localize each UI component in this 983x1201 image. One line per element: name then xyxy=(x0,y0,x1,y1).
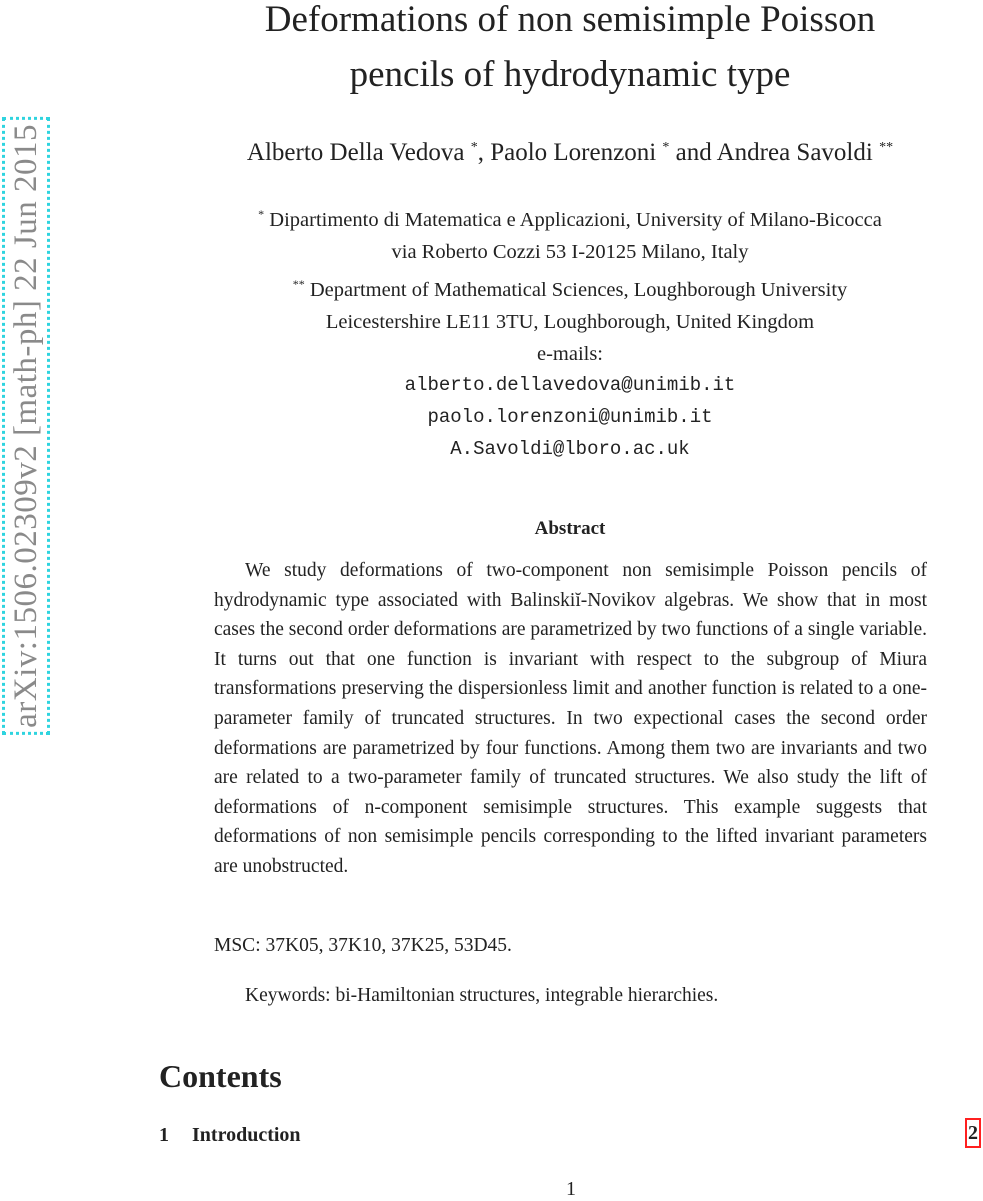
affiliation-line xyxy=(160,198,980,236)
affiliation-institution: Dipartimento di Matematica e Applicazioni, University of Milano-Bicocca xyxy=(269,209,882,231)
affiliations xyxy=(160,198,980,370)
toc-entry[interactable] xyxy=(159,1120,983,1150)
email-address: alberto.dellavedova@unimib.it xyxy=(404,374,736,396)
page-number: 1 xyxy=(566,1178,576,1200)
affiliation-address: Leicestershire LE11 3TU, Loughborough, United Kingdom xyxy=(325,311,815,333)
toc-entry-title[interactable]: Introduction xyxy=(192,1124,301,1146)
keywords: Keywords: bi-Hamiltonian structures, integrable hierarchies. xyxy=(245,985,719,1006)
author-mark: * xyxy=(470,140,478,155)
affiliation-mark: ** xyxy=(292,277,305,291)
author-name: Paolo Lorenzoni xyxy=(490,139,657,166)
toc-page-link[interactable]: 2 xyxy=(965,1118,981,1148)
author-mark: ** xyxy=(879,140,894,155)
email-address: A.Savoldi@lboro.ac.uk xyxy=(450,438,690,460)
title-line-2: pencils of hydrodynamic type xyxy=(349,54,791,95)
arxiv-stamp xyxy=(0,75,52,777)
author-list xyxy=(160,130,980,171)
author-separator: , xyxy=(477,139,491,166)
contents-heading: Contents xyxy=(159,1058,282,1094)
paper-title xyxy=(160,0,980,102)
affiliation-institution: Department of Mathematical Sciences, Loughborough University xyxy=(309,279,848,301)
author-name: Alberto Della Vedova xyxy=(246,139,465,166)
email-list xyxy=(160,369,980,465)
author-mark: * xyxy=(662,140,670,155)
email-address: paolo.lorenzoni@unimib.it xyxy=(427,406,713,428)
abstract-heading: Abstract xyxy=(534,518,606,539)
affiliation-mark: * xyxy=(258,207,265,221)
affiliation-address: via Roberto Cozzi 53 I-20125 Milano, Italy xyxy=(391,241,749,263)
author-name: Andrea Savoldi xyxy=(716,139,873,166)
affiliation-line xyxy=(160,268,980,306)
emails-label: e-mails: xyxy=(536,343,604,365)
abstract-text: We study deformations of two-component non semisimple Poisson pencils of hydrodynamic type associated with Balinskiĭ-Novikov algebras. We show that in most cases the second order deformations are parametrized by two functions of a single variable. It turns out that one function is invariant with respect to the subgroup of Miura transformations preserving the dispersionless limit and another function is related to a one-parameter family of truncated structures. In two expectional cases the second order deformations are parametrized by four functions. Among them two are invariants and two are related to a two-parameter family of truncated structures. We also study the lift of deformations of n-component semisimple structures. This example suggests that deformations of non semisimple pencils corresponding to the lifted invariant parameters are unobstructed. xyxy=(214,560,927,877)
msc-codes: MSC: 37K05, 37K10, 37K25, 53D45. xyxy=(214,935,512,956)
author-separator: and xyxy=(669,139,717,166)
toc-entry-number: 1 xyxy=(159,1124,169,1146)
title-line-1: Deformations of non semisimple Poisson xyxy=(264,0,876,40)
arxiv-identifier[interactable]: arXiv:1506.02309v2 [math-ph] 22 Jun 2015 xyxy=(2,117,50,735)
